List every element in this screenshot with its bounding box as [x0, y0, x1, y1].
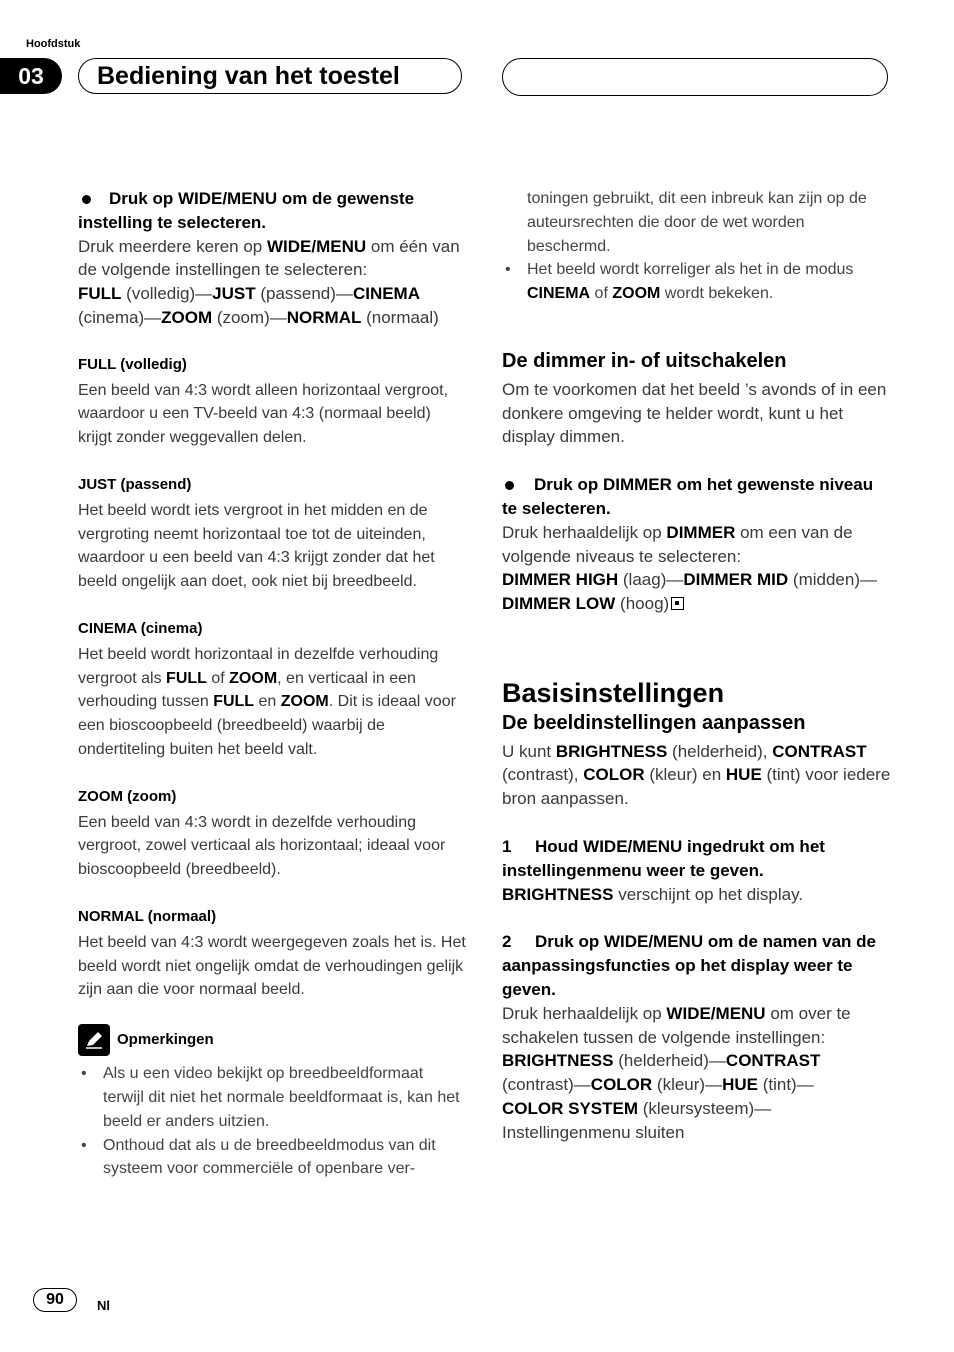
- key-label: DIMMER LOW: [502, 594, 616, 614]
- key-label: BRIGHTNESS: [555, 741, 668, 761]
- text-span: (helderheid)—: [613, 1051, 726, 1071]
- language-code: Nl: [97, 1298, 110, 1313]
- step-2-heading: [502, 930, 892, 1001]
- notes-header: [78, 1024, 468, 1056]
- step-text: Houd WIDE/MENU ingedrukt om het instellingenmenu weer te geven.: [502, 836, 825, 880]
- text-span: (zoom)—: [212, 307, 287, 327]
- note-item: [78, 1062, 468, 1133]
- left-column: [78, 187, 468, 1181]
- key-label: CONTRAST: [772, 741, 867, 761]
- step-1-result: [502, 883, 892, 907]
- key-label: ZOOM: [229, 669, 278, 687]
- text-span: (helderheid),: [667, 741, 773, 761]
- key-label: COLOR: [590, 1075, 653, 1095]
- key-label: HUE: [722, 1075, 758, 1095]
- note-text: Onthoud dat als u de breedbeeldmodus van dit systeem voor commerciële of openbare ver-: [103, 1136, 436, 1178]
- full-text: Een beeld van 4:3 wordt alleen horizontaal vergroot, waardoor u een TV-beeld van 4:3 (normaal beeld) krijgt zonder weggevallen delen.: [78, 381, 449, 447]
- text-span: (contrast),: [502, 765, 584, 785]
- chapter-title-text: Bediening van het toestel: [97, 61, 400, 90]
- note-text: Als u een video bekijkt op breedbeeldformaat terwijl dit niet het normale beeldformaat is, kan het beeld er anders uitzien.: [103, 1065, 460, 1130]
- text-span: om een van de volgende niveaus te selecteren:: [502, 522, 853, 566]
- wide-menu-intro: [78, 235, 468, 330]
- key-label: BRIGHTNESS: [502, 1051, 614, 1071]
- text-span: Druk meerdere keren op: [78, 236, 267, 256]
- chapter-number: 03: [0, 58, 62, 94]
- key-label: FULL: [78, 284, 122, 304]
- beeld-heading: De beeldinstellingen aanpassen: [502, 711, 806, 734]
- key-label: CONTRAST: [725, 1051, 821, 1071]
- key-label: COLOR SYSTEM: [502, 1098, 639, 1118]
- key-label: WIDE/MENU: [666, 1003, 766, 1023]
- text-span: (tint) voor iedere bron aanpassen.: [502, 765, 891, 809]
- text-span: om één van de volgende instellingen te selecteren:: [78, 236, 460, 280]
- text-span: (midden)—: [788, 570, 877, 590]
- just-text: Het beeld wordt iets vergroot in het midden en de vergroting neemt horizontaal toe tot de uiteinden, waardoor u een beeld van 4:3 krijgt zonder dat het beeld ongelijk aan doet, ook niet bij breedbeeld.: [78, 501, 435, 591]
- normal-heading: NORMAL (normaal): [78, 907, 217, 925]
- page-number: 90: [33, 1288, 77, 1312]
- key-label: JUST: [212, 284, 256, 304]
- text-span: (kleursysteem)—Instellingenmenu sluiten: [502, 1098, 772, 1142]
- text-span: om over te schakelen tussen de volgende instellingen:: [502, 1003, 851, 1047]
- right-column: [502, 187, 892, 1145]
- chapter-title: [78, 58, 462, 94]
- bullet-heading-text: Druk op WIDE/MENU om de gewenste instelling te selecteren.: [78, 189, 415, 232]
- normal-text: Het beeld van 4:3 wordt weergegeven zoals het is. Het beeld wordt niet ongelijk omdat de verhoudingen gelijk zijn aan die voor normaal beeld.: [78, 933, 466, 999]
- text-span: (kleur)—: [652, 1075, 723, 1095]
- zoom-heading: ZOOM (zoom): [78, 787, 177, 805]
- key-label: CINEMA: [352, 284, 420, 304]
- step-text: Druk op WIDE/MENU om de namen van de aanpassingsfuncties op het display weer te geven.: [502, 932, 876, 999]
- key-label: COLOR: [583, 765, 645, 785]
- dimmer-bullet: [502, 473, 892, 521]
- text-span: (cinema)—: [78, 307, 162, 327]
- text-span: (passend)—: [255, 284, 353, 304]
- key-label: FULL: [213, 693, 255, 711]
- text-span: (contrast)—: [502, 1075, 591, 1095]
- just-heading: JUST (passend): [78, 475, 192, 493]
- text-span: (volledig)—: [121, 284, 213, 304]
- text-span: . Dit is ideaal voor een bioscoopbeeld (breedbeeld) waarbij de ondertiteling buiten het beeld valt.: [78, 693, 456, 758]
- note-bullet-icon: •: [81, 1136, 87, 1154]
- bullet-dot-icon: [82, 195, 91, 204]
- note-text: toningen gebruikt, dit een inbreuk kan zijn op de auteursrechten die door de wet worden beschermd.: [527, 190, 867, 255]
- end-mark-icon: [671, 597, 684, 610]
- text-span: of: [206, 669, 230, 687]
- text-span: (laag)—: [618, 570, 684, 590]
- note-item: [502, 258, 892, 306]
- chapter-blank-box: [502, 58, 888, 96]
- text-span: Druk herhaaldelijk op: [502, 1003, 667, 1023]
- step-1-heading: [502, 835, 892, 883]
- key-label: ZOOM: [612, 285, 661, 303]
- dimmer-text: [502, 521, 892, 616]
- dimmer-bullet-text: Druk op DIMMER om het gewenste niveau te selecteren.: [502, 475, 874, 518]
- key-label: DIMMER MID: [683, 570, 789, 590]
- note-item: [78, 1134, 468, 1182]
- note-item-continued: [502, 187, 892, 258]
- cinema-heading: CINEMA (cinema): [78, 619, 203, 637]
- text-span: (hoog): [615, 594, 670, 614]
- key-label: DIMMER: [666, 522, 736, 542]
- note-bullet-icon: •: [505, 261, 511, 279]
- key-label: WIDE/MENU: [266, 236, 367, 256]
- text-span: of: [590, 285, 613, 303]
- pencil-note-icon: [78, 1024, 110, 1056]
- text-span: verschijnt op het display.: [613, 884, 804, 904]
- dimmer-intro: Om te voorkomen dat het beeld ’s avonds of in een donkere omgeving te helder wordt, kunt u het display dimmen.: [502, 379, 887, 447]
- key-label: ZOOM: [280, 693, 329, 711]
- dimmer-bullet-heading: [502, 473, 892, 521]
- text-span: wordt bekeken.: [660, 285, 774, 303]
- text-span: Druk herhaaldelijk op: [502, 522, 667, 542]
- key-label: CINEMA: [527, 285, 591, 303]
- text-span: Het beeld wordt horizontaal in dezelfde verhouding vergroot als: [78, 645, 439, 687]
- note-bullet-icon: •: [81, 1065, 87, 1083]
- zoom-text: Een beeld van 4:3 wordt in dezelfde verhouding vergroot, zowel verticaal als horizontaal; ideaal voor bioscoopbeeld (breedbeeld).: [78, 813, 446, 879]
- text-span: , en verticaal in een verhouding tussen: [78, 669, 416, 711]
- bullet-instruction: [78, 187, 468, 235]
- key-label: DIMMER HIGH: [502, 570, 619, 590]
- key-label: HUE: [725, 765, 762, 785]
- dimmer-heading: De dimmer in- of uitschakelen: [502, 349, 787, 372]
- key-label: BRIGHTNESS: [502, 884, 614, 904]
- cinema-text: [78, 643, 468, 762]
- text-span: U kunt: [502, 741, 556, 761]
- beeld-intro: [502, 740, 892, 811]
- key-label: ZOOM: [161, 307, 213, 327]
- chapter-label: Hoofdstuk: [26, 38, 81, 50]
- bullet-heading: [78, 187, 468, 235]
- notes-heading: Opmerkingen: [117, 1031, 214, 1049]
- text-span: en: [254, 693, 281, 711]
- text-span: (normaal): [361, 307, 439, 327]
- section-title: Basisinstellingen: [502, 677, 725, 708]
- step-number: 2: [502, 932, 512, 952]
- text-span: Het beeld wordt korreliger als het in de modus: [527, 261, 854, 279]
- full-heading: FULL (volledig): [78, 355, 187, 373]
- text-span: (tint)—: [758, 1075, 814, 1095]
- text-span: (kleur) en: [644, 765, 726, 785]
- key-label: NORMAL: [286, 307, 362, 327]
- step-number: 1: [502, 836, 512, 856]
- step-2-text: [502, 1002, 892, 1145]
- key-label: FULL: [166, 669, 207, 687]
